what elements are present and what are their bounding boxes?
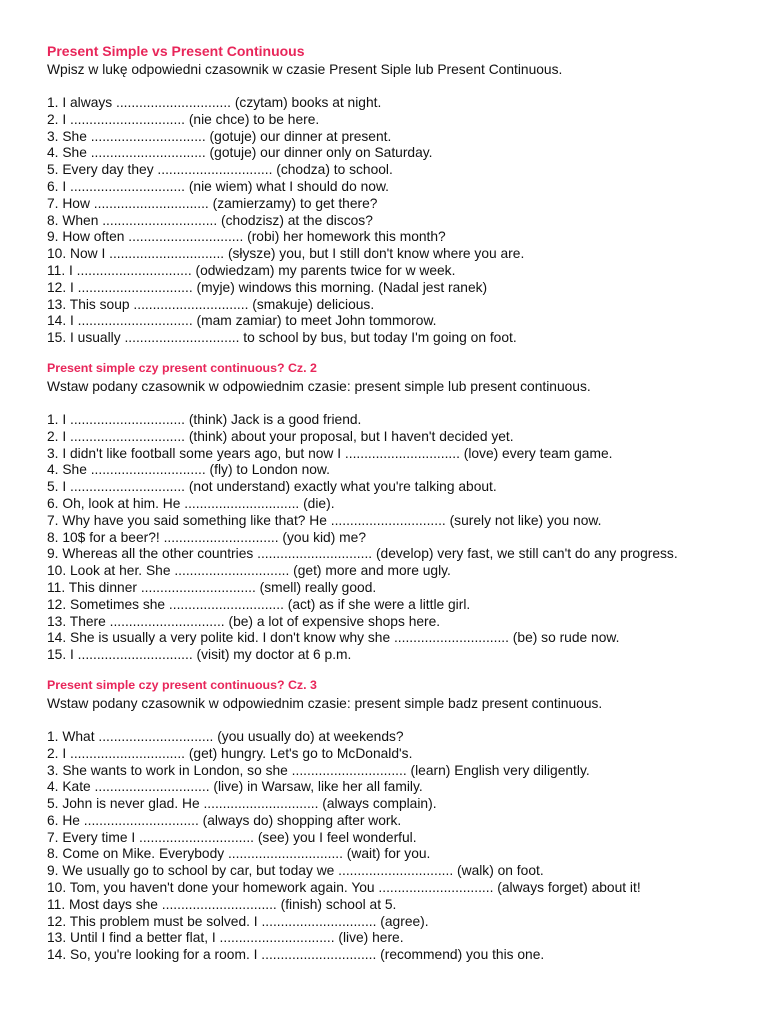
exercise-item: 11. This dinner .............................. (smell) really good. <box>47 579 377 595</box>
exercise-item: 7. How .............................. (zamierzamy) to get there? <box>47 195 378 211</box>
exercise-item: 6. Oh, look at him. He .............................. (die). <box>47 495 335 511</box>
section-3-instruction: Wstaw podany czasownik w odpowiednim czasie: present simple badz present continuous. <box>47 695 603 711</box>
section-1-exercise-list <box>47 95 747 347</box>
exercise-item: 15. I .............................. (visit) my doctor at 6 p.m. <box>47 647 352 663</box>
section-3-exercise-list <box>47 729 747 964</box>
exercise-item: 5. Every day they .............................. (chodza) to school. <box>47 162 393 178</box>
exercise-item: 8. When .............................. (chodzisz) at the discos? <box>47 212 373 228</box>
exercise-item: 1. What .............................. (you usually do) at weekends? <box>47 728 404 744</box>
exercise-item: 5. John is never glad. He .............................. (always complain). <box>47 796 437 812</box>
exercise-item: 12. This problem must be solved. I .............................. (agree). <box>47 913 429 929</box>
section-3 <box>47 676 747 964</box>
exercise-item: 12. Sometimes she .............................. (act) as if she were a little girl. <box>47 596 471 612</box>
exercise-item: 6. He .............................. (always do) shopping after work. <box>47 812 402 828</box>
exercise-item: 3. She wants to work in London, so she .............................. (learn) English very diligently. <box>47 762 590 778</box>
exercise-item: 10. Now I .............................. (słysze) you, but I still don't know where you are. <box>47 246 525 262</box>
exercise-item: 4. Kate .............................. (live) in Warsaw, like her all family. <box>47 779 423 795</box>
exercise-item: 3. I didn't like football some years ago, but now I .............................. (love) every team game. <box>47 445 613 461</box>
exercise-item: 4. She .............................. (fly) to London now. <box>47 462 330 478</box>
exercise-item: 14. I .............................. (mam zamiar) to meet John tommorow. <box>47 313 437 329</box>
exercise-item: 2. I .............................. (nie chce) to be here. <box>47 111 320 127</box>
section-1 <box>47 42 747 347</box>
exercise-item: 13. This soup .............................. (smakuje) delicious. <box>47 296 375 312</box>
exercise-item: 6. I .............................. (nie wiem) what I should do now. <box>47 178 389 194</box>
exercise-item: 9. How often .............................. (robi) her homework this month? <box>47 229 446 245</box>
section-2 <box>47 359 747 664</box>
exercise-item: 13. There .............................. (be) a lot of expensive shops here. <box>47 613 441 629</box>
exercise-item: 1. I .............................. (think) Jack is a good friend. <box>47 411 362 427</box>
section-1-title: Present Simple vs Present Continuous <box>47 43 305 59</box>
exercise-item: 9. We usually go to school by car, but today we .............................. (walk) on foot. <box>47 863 544 879</box>
exercise-item: 7. Why have you said something like that? He .............................. (surely not like) you now. <box>47 512 602 528</box>
exercise-item: 14. So, you're looking for a room. I .............................. (recommend) you this one. <box>47 947 545 963</box>
exercise-item: 8. 10$ for a beer?! .............................. (you kid) me? <box>47 529 366 545</box>
exercise-item: 3. She .............................. (gotuje) our dinner at present. <box>47 128 392 144</box>
section-2-instruction: Wstaw podany czasownik w odpowiednim czasie: present simple lub present continuous. <box>47 378 591 394</box>
exercise-item: 12. I .............................. (myje) windows this morning. (Nadal jest ranek) <box>47 279 488 295</box>
section-3-title: Present simple czy present continuous? Cz. 3 <box>47 677 317 692</box>
exercise-item: 2. I .............................. (get) hungry. Let's go to McDonald's. <box>47 745 413 761</box>
section-1-instruction: Wpisz w lukę odpowiedni czasownik w czasie Present Siple lub Present Continuous. <box>47 62 563 77</box>
exercise-item: 1. I always .............................. (czytam) books at night. <box>47 95 382 110</box>
exercise-item: 5. I .............................. (not understand) exactly what you're talking about. <box>47 479 497 495</box>
exercise-item: 2. I .............................. (think) about your proposal, but I haven't decided yet. <box>47 428 514 444</box>
exercise-item: 11. I .............................. (odwiedzam) my parents twice for w week. <box>47 262 456 278</box>
section-2-exercise-list <box>47 412 747 664</box>
exercise-item: 10. Tom, you haven't done your homework again. You .............................. (always forget) about it! <box>47 880 641 896</box>
exercise-item: 9. Whereas all the other countries .............................. (develop) very fast, we still can't do any progress. <box>47 546 678 562</box>
section-2-title: Present simple czy present continuous? Cz. 2 <box>47 360 317 375</box>
worksheet-page <box>47 42 747 964</box>
exercise-item: 7. Every time I .............................. (see) you I feel wonderful. <box>47 829 417 845</box>
exercise-item: 11. Most days she .............................. (finish) school at 5. <box>47 896 397 912</box>
exercise-item: 4. She .............................. (gotuje) our dinner only on Saturday. <box>47 145 433 161</box>
exercise-item: 10. Look at her. She .............................. (get) more and more ugly. <box>47 563 451 579</box>
exercise-item: 14. She is usually a very polite kid. I don't know why she .............................. (be) so rude now. <box>47 630 620 646</box>
exercise-item: 8. Come on Mike. Everybody .............................. (wait) for you. <box>47 846 431 862</box>
exercise-item: 13. Until I find a better flat, I .............................. (live) here. <box>47 930 404 946</box>
exercise-item: 15. I usually .............................. to school by bus, but today I'm going on foot. <box>47 330 517 346</box>
